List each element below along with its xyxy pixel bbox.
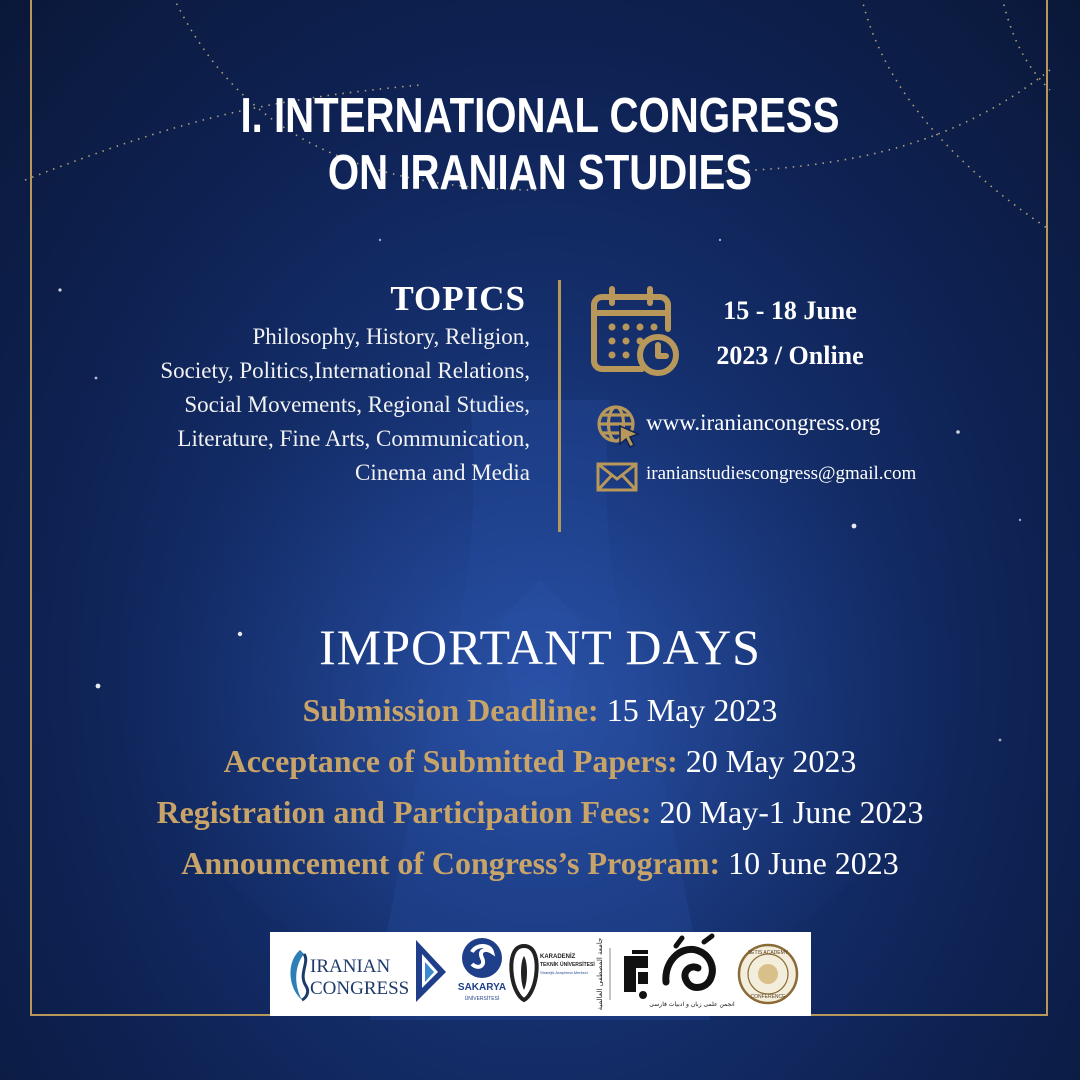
event-dates: 15 - 18 June [723, 296, 857, 325]
academy-conference-seal-logo [732, 932, 804, 1016]
seal-bottom-text: CONFERENCE [750, 994, 786, 1000]
al-mustafa-logo-text: جامعة المصطفى العالمية [596, 937, 604, 1011]
topics-heading: TOPICS [390, 279, 526, 318]
date-label: Acceptance of Submitted Papers: [223, 743, 678, 779]
al-mustafa-logo [588, 932, 658, 1016]
sponsor-logos-strip [270, 932, 811, 1016]
karadeniz-logo-line3: Stratejik Araştırma Merkezi [540, 970, 588, 975]
title-line-1: I. INTERNATIONAL CONGRESS [240, 89, 840, 143]
date-value: 20 May 2023 [685, 743, 857, 779]
important-date-row [0, 736, 1080, 787]
anjoman-calligraphy-logo [649, 932, 735, 1016]
title-line-2: ON IRANIAN STUDIES [327, 145, 753, 200]
triangle-emblem-logo [410, 932, 450, 1016]
anjoman-logo-text: انجمن علمی زبان و ادبیات فارسی [649, 1001, 735, 1008]
iranian-logo-line1: IRANIAN [310, 956, 391, 977]
globe-cursor-icon [596, 404, 640, 448]
congress-title [97, 88, 983, 202]
sakarya-logo-line1: SAKARYA [457, 982, 507, 993]
date-value: 10 June 2023 [728, 845, 899, 881]
website-link[interactable]: www.iraniancongress.org [646, 410, 881, 435]
sakarya-logo-line2: ÜNİVERSİTESİ [464, 996, 500, 1002]
topics-line: Literature, Fine Arts, Communication, [177, 426, 530, 451]
date-label: Registration and Participation Fees: [156, 794, 652, 830]
important-date-row [0, 787, 1080, 838]
vertical-divider [558, 280, 561, 532]
date-value: 15 May 2023 [606, 692, 778, 728]
important-days-heading: IMPORTANT DAYS [319, 619, 761, 675]
topics-line: Cinema and Media [354, 460, 530, 485]
topics-line: Society, Politics,International Relations, [160, 358, 530, 383]
karadeniz-logo-line1: KARADENİZ [540, 954, 576, 960]
topics-line: Social Movements, Regional Studies, [184, 392, 530, 417]
date-value: 20 May-1 June 2023 [659, 794, 924, 830]
envelope-icon [596, 462, 638, 492]
iranian-logo-line2: CONGRESS [310, 978, 410, 999]
karadeniz-university-logo [508, 932, 595, 1016]
iranian-congress-logo [280, 932, 410, 1016]
important-days-list [0, 685, 1080, 889]
seal-top-text: SETIS ACADEMY [747, 950, 789, 956]
important-date-row [0, 838, 1080, 889]
date-label: Announcement of Congress’s Program: [181, 845, 721, 881]
email-link[interactable]: iranianstudiescongress@gmail.com [646, 463, 917, 484]
topics-line: Philosophy, History, Religion, [252, 324, 530, 349]
calendar-clock-icon [588, 285, 684, 381]
event-year-format: 2023 / Online [716, 341, 864, 370]
karadeniz-logo-line2: TEKNİK ÜNİVERSİTESİ [540, 962, 595, 968]
date-label: Submission Deadline: [302, 692, 599, 728]
sakarya-university-logo [456, 932, 508, 1016]
topics-section [80, 278, 530, 490]
important-date-row [0, 685, 1080, 736]
